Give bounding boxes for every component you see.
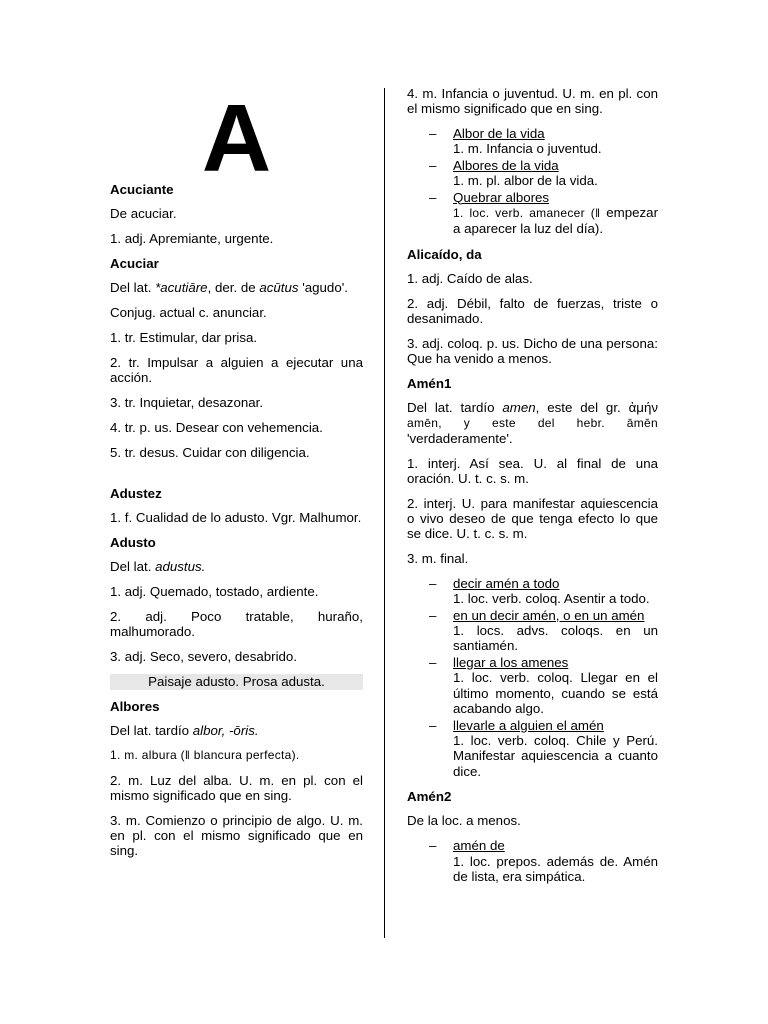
etymology: De acuciar. — [110, 206, 177, 221]
definition: 4. m. Infancia o juventud. U. m. en pl. con el mismo significado que en sing. — [407, 86, 658, 116]
definition: 1. m. albura (‖ blancura perfecta). — [110, 748, 300, 762]
section-letter: A — [201, 85, 272, 192]
definition: 1. adj. Apremiante, urgente. — [110, 231, 274, 246]
sub-entry-term: Albor de la vida — [453, 126, 545, 141]
sub-entry — [407, 576, 658, 607]
definition: 1. adj. Quemado, tostado, ardiente. — [110, 584, 319, 599]
etym-text: Del lat. — [110, 559, 156, 574]
sub-entry — [407, 158, 658, 189]
dash-bullet: – — [429, 838, 437, 854]
etym-text: , der. de — [207, 280, 260, 295]
def-part: 1. loc. verb. amanecer (‖ — [453, 206, 601, 221]
definition: 4. tr. p. us. Desear con vehemencia. — [110, 420, 323, 435]
sub-entry-term: decir amén a todo — [453, 575, 560, 591]
sub-entry-def: 1. locs. advs. coloqs. en un santiamén. — [453, 623, 658, 654]
sub-entry-def: 1. m. Infancia o juventud. — [453, 141, 602, 157]
definition: 3. adj. coloq. p. us. Dicho de una persona: Que ha venido a menos. — [407, 335, 658, 366]
headword-alicaido: Alicaído, da — [407, 246, 482, 262]
etymology: De la loc. a menos. — [407, 813, 521, 829]
headword-albores: Albores — [110, 699, 160, 714]
def-part: empezar a aparecer la luz del día). — [453, 205, 658, 237]
sub-entries-albores — [407, 126, 658, 237]
sub-entry-def: 1. loc. prepos. además de. Amén de lista, era simpática. — [453, 853, 658, 884]
headword-acuciar: Acuciar — [110, 256, 159, 271]
etymology — [110, 559, 363, 574]
etym-text: 'verdaderamente'. — [407, 430, 513, 446]
definition: 2. interj. U. para manifestar aquiescencia o vivo deseo de que tenga efecto lo que se dice. U. t. c. s. m. — [407, 495, 658, 541]
sub-entry — [407, 838, 658, 884]
sub-entry — [407, 608, 658, 654]
sub-entry-def: 1. m. pl. albor de la vida. — [453, 173, 598, 189]
sub-entry-term: llegar a los amenes — [453, 654, 569, 670]
etym-term: acūtus — [259, 280, 299, 295]
sub-entries-amen2 — [407, 838, 658, 884]
headword-amen1: Amén1 — [407, 375, 452, 391]
dash-bullet: – — [429, 607, 437, 623]
etym-text: Del lat. tardío — [110, 723, 193, 738]
definition: 1. interj. Así sea. U. al final de una oración. U. t. c. s. m. — [407, 455, 658, 486]
headword-acuciante: Acuciante — [110, 182, 174, 197]
sub-entry-term: Quebrar albores — [453, 189, 550, 205]
sub-entries-amen1 — [407, 576, 658, 779]
etym-text: 'agudo'. — [298, 280, 348, 295]
left-column — [110, 0, 363, 868]
definition: 2. adj. Débil, falto de fuerzas, triste o desanimado. — [407, 295, 658, 326]
right-column — [407, 86, 658, 894]
dash-bullet: – — [429, 157, 437, 173]
dash-bullet: – — [429, 654, 437, 670]
column-divider — [384, 88, 385, 938]
etym-term: albor, -ōris. — [192, 723, 259, 738]
sub-entry — [407, 718, 658, 780]
etymology — [110, 723, 363, 738]
etym-term: *acutiāre — [155, 280, 208, 295]
sub-entry-def — [453, 205, 658, 237]
definition: 1. adj. Caído de alas. — [407, 270, 533, 286]
definition: 1. tr. Estimular, dar prisa. — [110, 330, 258, 345]
definition: 3. m. Comienzo o principio de algo. U. m. en pl. con el mismo significado que en sing. — [110, 813, 363, 858]
sub-entry — [407, 190, 658, 237]
sub-entry-def: 1. loc. verb. coloq. Llegar en el último momento, cuando se está acabando algo. — [453, 670, 658, 717]
sub-entry-term: en un decir amén, o en un amén — [453, 607, 645, 623]
headword-adustez: Adustez — [110, 486, 162, 501]
etym-text: amēn, y este del hebr. āmēn — [407, 415, 658, 430]
headword-adusto: Adusto — [110, 535, 156, 550]
usage-example: Paisaje adusto. Prosa adusta. — [110, 674, 363, 690]
definition: 3. m. final. — [407, 550, 469, 566]
sub-entry-term: amén de — [453, 838, 505, 854]
definition: 2. tr. Impulsar a alguien a ejecutar una acción. — [110, 355, 363, 385]
sub-entry-def: 1. loc. verb. coloq. Asentir a todo. — [453, 591, 650, 607]
etym-term: amen — [502, 399, 536, 415]
dash-bullet: – — [429, 126, 437, 141]
dash-bullet: – — [429, 575, 437, 591]
definition: 2. m. Luz del alba. U. m. en pl. con el mismo significado que en sing. — [110, 773, 363, 803]
definition: 1. f. Cualidad de lo adusto. Vgr. Malhumor. — [110, 510, 362, 525]
etymology — [110, 280, 363, 295]
headword-amen2: Amén2 — [407, 789, 452, 805]
definition: 3. adj. Seco, severo, desabrido. — [110, 649, 298, 664]
sub-entry-term: Albores de la vida — [453, 157, 559, 173]
sub-entry-term: llevarle a alguien el amén — [453, 717, 604, 733]
definition: 3. tr. Inquietar, desazonar. — [110, 395, 264, 410]
dash-bullet: – — [429, 189, 437, 205]
etym-text: , este del gr. ἀμήν — [535, 399, 658, 415]
etym-text: Del lat. tardío — [407, 399, 503, 415]
sub-entry — [407, 655, 658, 717]
sub-entry-def: 1. loc. verb. coloq. Chile y Perú. Manifestar aquiescencia a cuanto dice. — [453, 732, 658, 779]
conjugation-note: Conjug. actual c. anunciar. — [110, 305, 267, 320]
etymology — [407, 400, 658, 446]
definition: 2. adj. Poco tratable, huraño, malhumorado. — [110, 609, 363, 639]
etym-text: Del lat. — [110, 280, 156, 295]
dash-bullet: – — [429, 717, 437, 733]
etym-term: adustus. — [155, 559, 206, 574]
definition: 5. tr. desus. Cuidar con diligencia. — [110, 445, 310, 460]
sub-entry — [407, 126, 658, 157]
